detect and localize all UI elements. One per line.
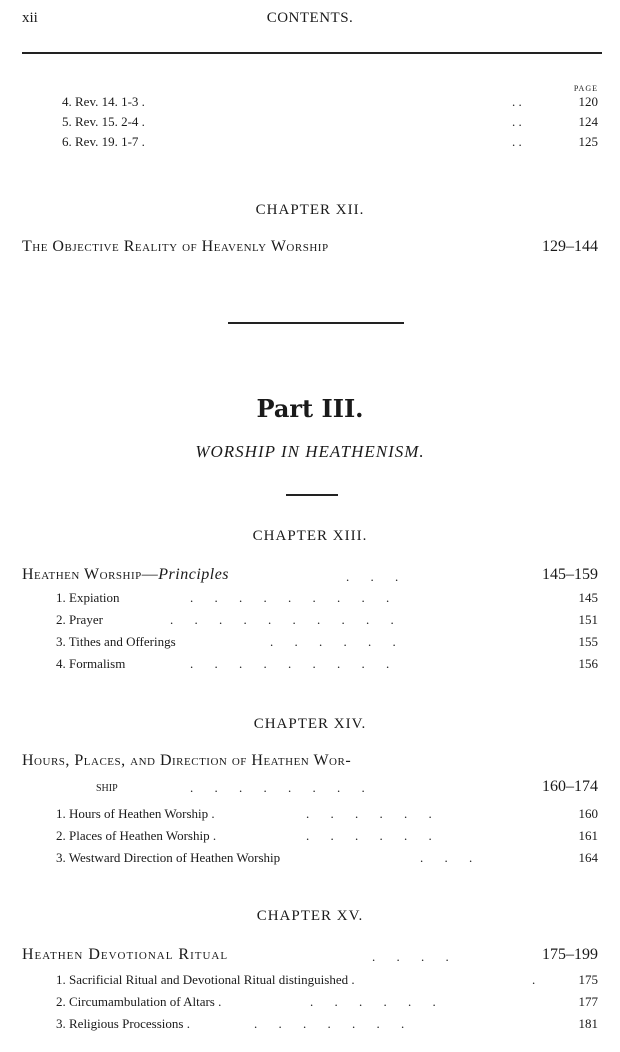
toc-entry-text: 2. Prayer (56, 612, 103, 627)
toc-leader: . . . . . . . . (190, 780, 374, 795)
chapter-title (22, 566, 229, 584)
toc-entry-page: 156 (578, 656, 598, 671)
toc-leader: . . (512, 134, 522, 149)
toc-entry-text: 4. Formalism (56, 656, 126, 671)
toc-entry-text: 2. Circumambulation of Altars . (56, 994, 222, 1009)
part-subtitle: WORSHIP IN HEATHENISM. (195, 442, 425, 461)
page-column-label: PAGE (573, 84, 598, 93)
section-divider (228, 322, 404, 324)
toc-leader: . . . . . . (306, 806, 441, 821)
toc-entry-text: 4. Rev. 14. 1-3 . (62, 94, 145, 109)
toc-leader: . . (512, 94, 522, 109)
toc-entry-text: 1. Sacrificial Ritual and Devotional Ritual distinguished . (56, 972, 355, 987)
chapter-pages: 145–159 (542, 566, 598, 583)
toc-leader: . . . (346, 569, 408, 584)
chapter-heading: CHAPTER XIII. (252, 528, 368, 544)
toc-leader: . . . . . . (270, 634, 405, 649)
chapter-title: The Objective Reality of Heavenly Worship (22, 238, 329, 255)
toc-entry-text: 1. Hours of Heathen Worship . (56, 806, 215, 821)
chapter-pages: 160–174 (542, 778, 598, 795)
toc-leader: . . . . . . . . . . (170, 612, 403, 627)
part-divider (286, 494, 338, 496)
toc-entry-page: 161 (578, 828, 598, 843)
toc-entry-page: 151 (578, 612, 598, 627)
toc-entry-text: 3. Westward Direction of Heathen Worship (56, 850, 281, 865)
chapter-title-italic: Principles (158, 566, 230, 583)
toc-entry-text: 3. Religious Processions . (56, 1016, 190, 1031)
chapter-title-line1: Hours, Places, and Direction of Heathen Wor- (22, 752, 352, 769)
chapter-title: Heathen Devotional Ritual (22, 946, 229, 963)
toc-entry-page: 175 (578, 972, 598, 987)
toc-entry-text: 1. Expiation (56, 590, 120, 605)
toc-leader: . . (512, 114, 522, 129)
toc-entry-page: 177 (578, 994, 598, 1009)
toc-entry-page: 160 (578, 806, 598, 821)
toc-entry-text: 3. Tithes and Offerings (56, 634, 176, 649)
chapter-heading: CHAPTER XII. (255, 202, 365, 218)
toc-entry-text: 2. Places of Heathen Worship . (56, 828, 217, 843)
page-number: xii (22, 10, 38, 26)
toc-entry-page: 124 (578, 114, 598, 129)
toc-leader: . . . . . . . . . (190, 590, 399, 605)
toc-entry-page: 145 (578, 590, 598, 605)
toc-leader: . (532, 972, 545, 987)
chapter-title-line2: ship (96, 780, 118, 795)
toc-leader: . . . . . . . (254, 1016, 414, 1031)
toc-entry-page: 155 (578, 634, 598, 649)
chapter-title-main: Heathen Worship— (22, 566, 159, 583)
chapter-pages: 129–144 (542, 238, 598, 255)
toc-entry-page: 125 (578, 134, 598, 149)
chapter-heading: CHAPTER XV. (256, 908, 364, 924)
header-rule (22, 52, 602, 54)
running-title: CONTENTS. (266, 10, 354, 26)
toc-entry-page: 164 (578, 850, 598, 865)
toc-leader: . . . . . . (306, 828, 441, 843)
toc-leader: . . . (420, 850, 482, 865)
toc-leader: . . . . . . . . . (190, 656, 399, 671)
chapter-heading: CHAPTER XIV. (253, 716, 367, 732)
toc-entry-text: 6. Rev. 19. 1-7 . (62, 134, 145, 149)
toc-entry-page: 120 (578, 94, 598, 109)
toc-entry-page: 181 (578, 1016, 598, 1031)
toc-entry-text: 5. Rev. 15. 2-4 . (62, 114, 145, 129)
part-title: Part III. (256, 394, 364, 423)
toc-leader: . . . . (372, 949, 458, 964)
chapter-pages: 175–199 (542, 946, 598, 963)
toc-leader: . . . . . . (310, 994, 445, 1009)
